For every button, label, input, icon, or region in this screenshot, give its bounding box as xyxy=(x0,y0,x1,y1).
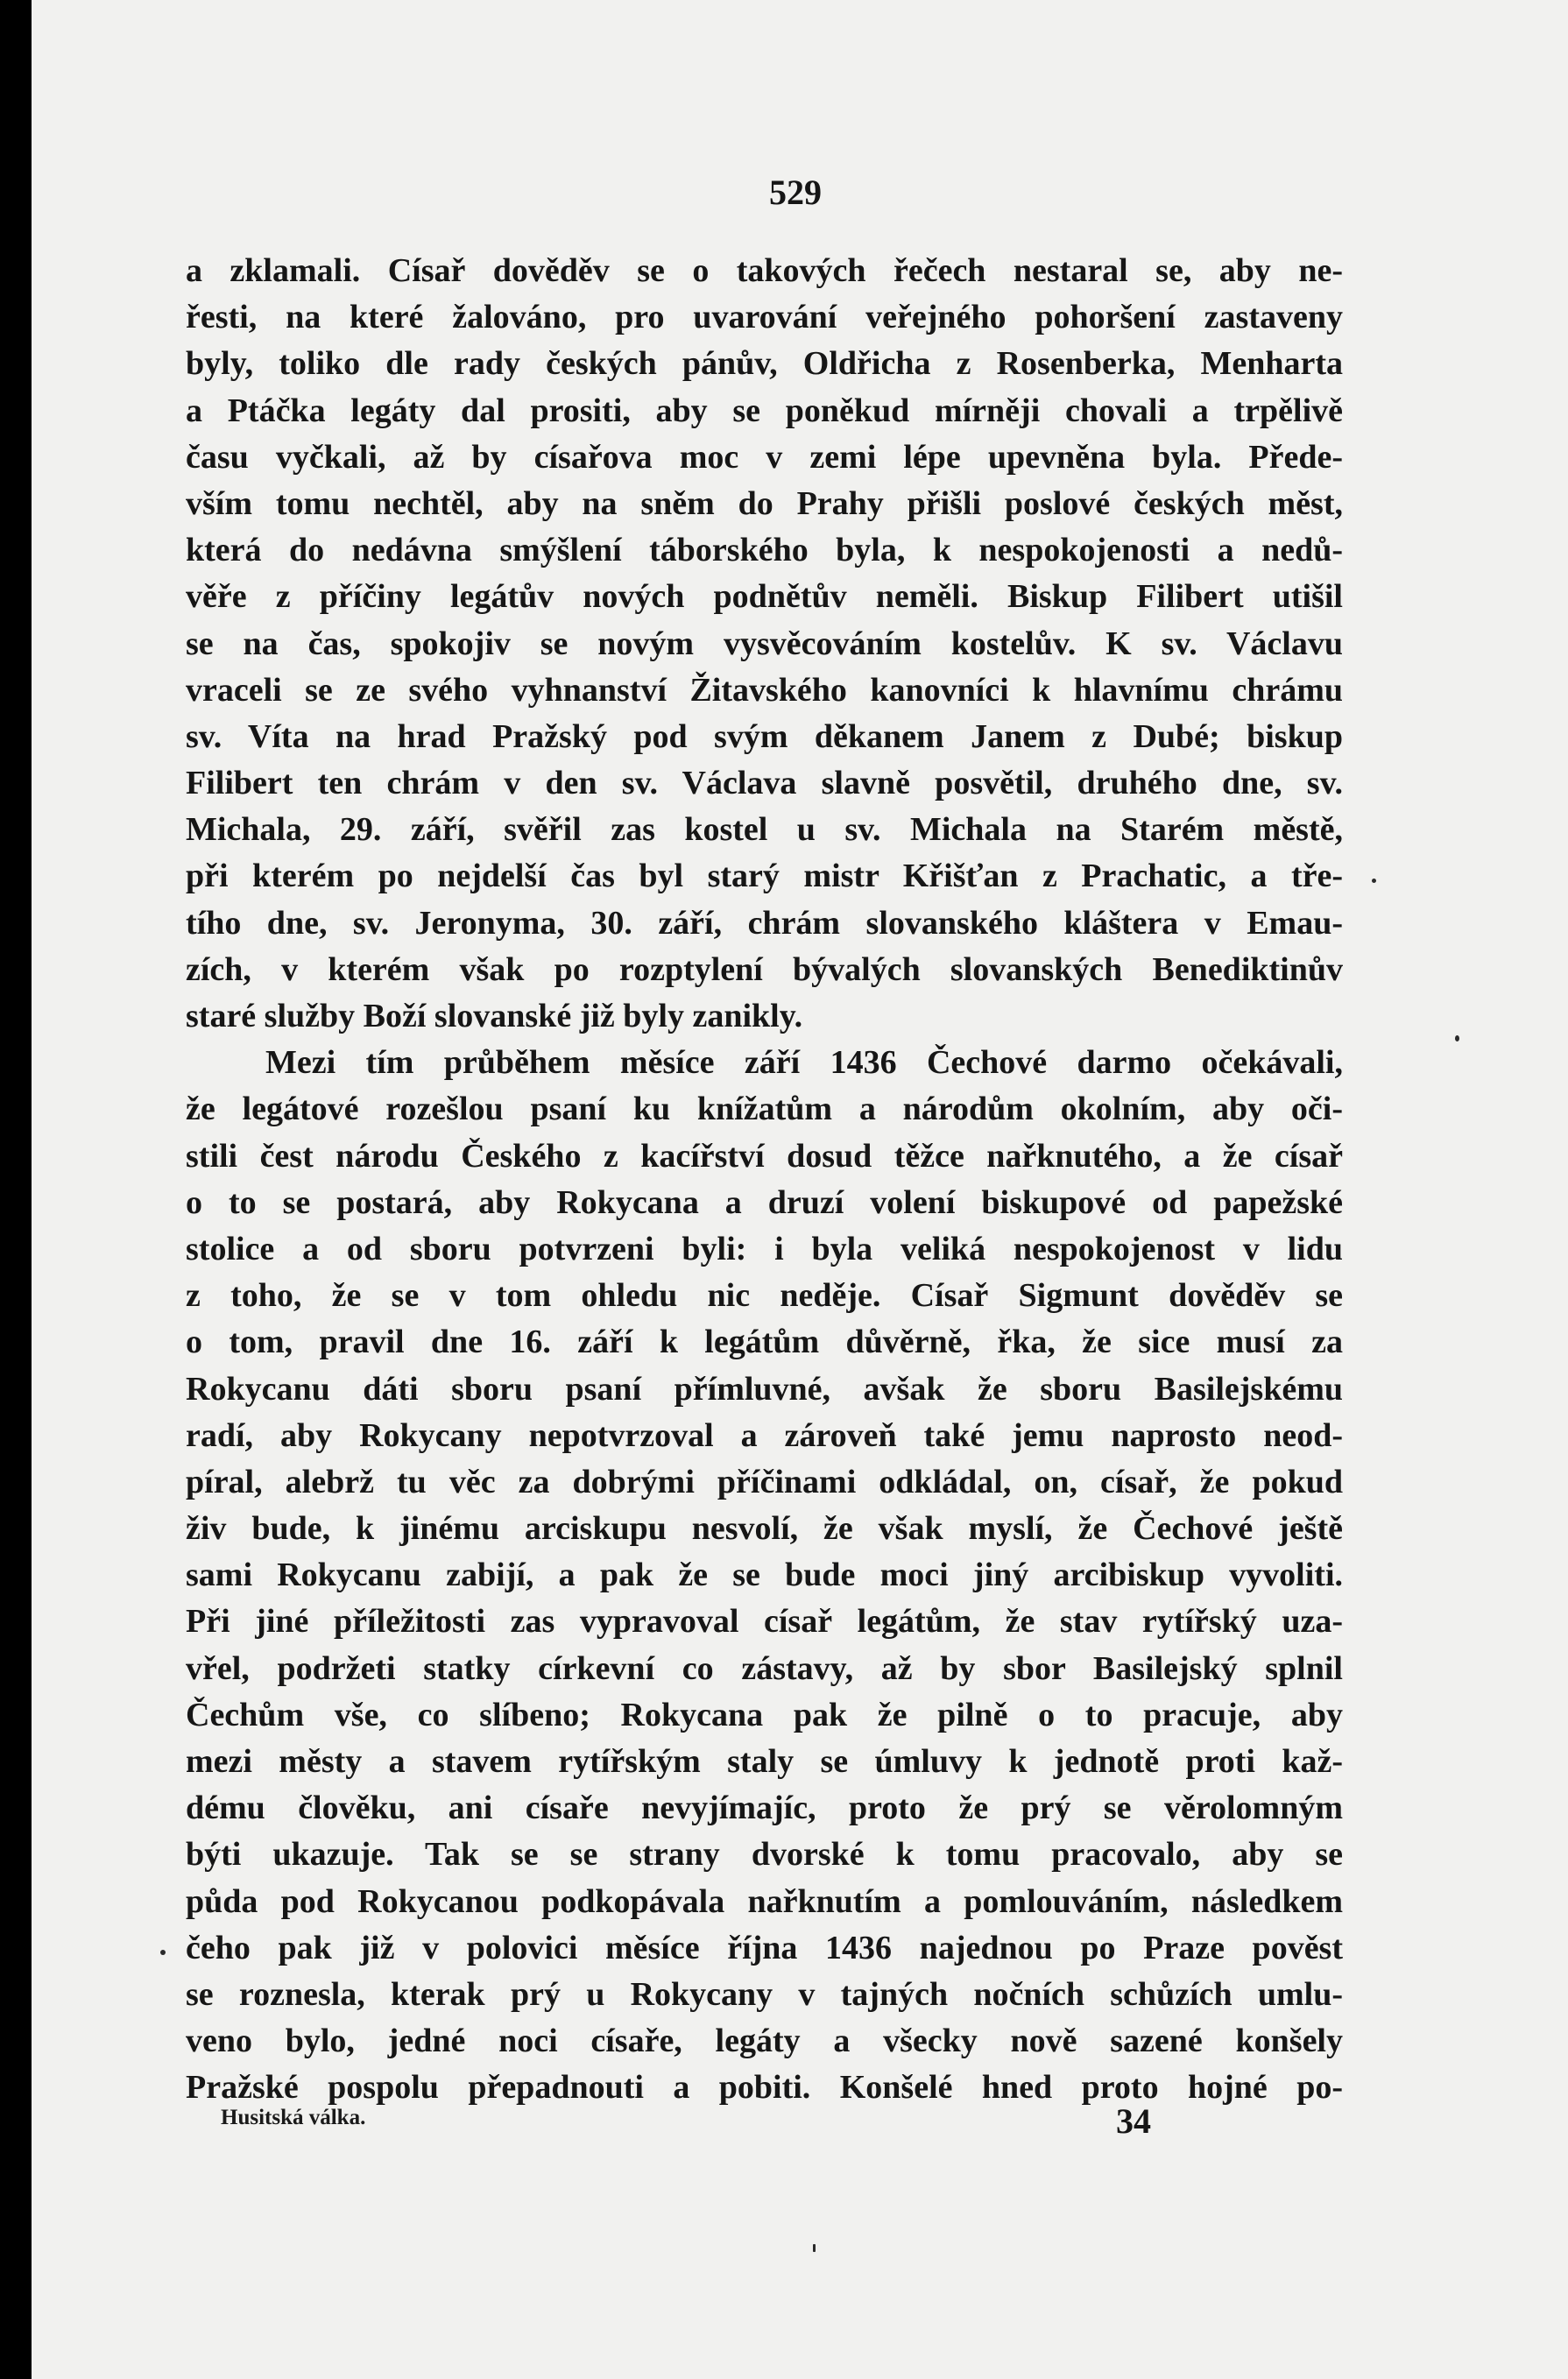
text-line: čeho pak již v polovici měsíce října 1436 najednou po Praze pověst xyxy=(186,1929,1343,1966)
text-line: půda pod Rokycanou podkopávala nařknutím a pomlouváním, následkem xyxy=(186,1882,1343,1920)
text-line: stolice a od sboru potvrzeni byli: i byla veliká nespokojenost v lidu xyxy=(186,1230,1343,1267)
signature-mark: 34 xyxy=(1116,2101,1151,2141)
text-line: času vyčkali, až by císařova moc v zemi lépe upevněna byla. Přede- xyxy=(186,438,1343,476)
ink-speck xyxy=(1372,879,1376,883)
text-line: vším tomu nechtěl, aby na sněm do Prahy přišli poslové českých měst, xyxy=(186,484,1343,522)
text-line: a Ptáčka legáty dal prositi, aby se poněkud mírněji chovali a trpělivě xyxy=(186,392,1343,429)
text-line: píral, alebrž tu věc za dobrými příčinami odkládal, on, císař, že pokud xyxy=(186,1463,1343,1500)
text-line: a zklamali. Císař dověděv se o takových řečech nestaral se, aby ne- xyxy=(186,252,1343,289)
text-line: byly, toliko dle rady českých pánův, Oldřicha z Rosenberka, Menharta xyxy=(186,345,1343,383)
text-line: která do nedávna smýšlení táborského byla, k nespokojenosti a nedů- xyxy=(186,532,1343,569)
text-line: sami Rokycanu zabijí, a pak že se bude moci jiný arcibiskup vyvoliti. xyxy=(186,1557,1343,1594)
text-line: zích, v kterém však po rozptylení bývalých slovanských Benediktinův xyxy=(186,950,1343,988)
text-line: se roznesla, kterak prý u Rokycany v tajných nočních schůzích umlu- xyxy=(186,1975,1343,2013)
body-text xyxy=(186,248,1343,2112)
text-line: vřel, podržeti statky církevní co zástavy, až by sbor Basilejský splnil xyxy=(186,1649,1343,1687)
text-line: živ bude, k jinému arciskupu nesvolí, že však myslí, že Čechové ještě xyxy=(186,1510,1343,1548)
text-line: tího dne, sv. Jeronyma, 30. září, chrám slovanského kláštera v Emau- xyxy=(186,904,1343,942)
text-line: stili čest národu Českého z kacířství dosud těžce nařknutého, a že císař xyxy=(186,1137,1343,1175)
ink-speck xyxy=(813,2244,816,2252)
text-line: vraceli se ze svého vyhnanství Žitavského kanovníci k hlavnímu chrámu xyxy=(186,671,1343,709)
text-line: dému člověku, ani císaře nevyjímajíc, proto že prý se věrolomným xyxy=(186,1790,1343,1827)
text-line: mezi městy a stavem rytířským staly se úmluvy k jednotě proti kaž- xyxy=(186,1743,1343,1780)
ink-speck xyxy=(160,1950,166,1955)
ink-speck xyxy=(1455,1035,1459,1041)
text-line: Michala, 29. září, svěřil zas kostel u sv. Michala na Starém městě, xyxy=(186,811,1343,849)
page-number: 529 xyxy=(769,173,822,212)
text-line: že legátové rozešlou psaní ku knížatům a národům okolním, aby oči- xyxy=(186,1091,1343,1128)
text-line: z toho, že se v tom ohledu nic neděje. Císař Sigmunt dověděv se xyxy=(186,1277,1343,1315)
text-line: radí, aby Rokycany nepotvrzoval a zároveň také jemu naprosto neod- xyxy=(186,1416,1343,1454)
paragraph-start-line: Mezi tím průběhem měsíce září 1436 Čechové darmo očekávali, xyxy=(265,1044,1343,1082)
paragraph-end-line: staré služby Boží slovanské již byly zanikly. xyxy=(186,998,803,1034)
text-line: Filibert ten chrám v den sv. Václava slavně posvětil, druhého dne, sv. xyxy=(186,765,1343,802)
text-line: Rokycanu dáti sboru psaní přímluvné, avšak že sboru Basilejskému xyxy=(186,1370,1343,1408)
book-title-footer: Husitská válka. xyxy=(221,2106,366,2129)
text-line: věře z příčiny legátův nových podnětův neměli. Biskup Filibert utišil xyxy=(186,578,1343,616)
book-page xyxy=(32,0,1568,2379)
text-line: sv. Víta na hrad Pražský pod svým děkanem Janem z Dubé; biskup xyxy=(186,717,1343,755)
text-line: řesti, na které žalováno, pro uvarování veřejného pohoršení zastaveny xyxy=(186,299,1343,336)
text-line: při kterém po nejdelší čas byl starý mistr Křišťan z Prachatic, a tře- xyxy=(186,858,1343,895)
text-line: Při jiné příležitosti zas vypravoval císař legátům, že stav rytířský uza- xyxy=(186,1603,1343,1641)
text-line: o tom, pravil dne 16. září k legátům důvěrně, řka, že sice musí za xyxy=(186,1324,1343,1361)
text-line: býti ukazuje. Tak se se strany dvorské k tomu pracovalo, aby se xyxy=(186,1836,1343,1874)
text-line: o to se postará, aby Rokycana a druzí volení biskupové od papežské xyxy=(186,1183,1343,1221)
text-line: veno bylo, jedné noci císaře, legáty a všecky nově sazené konšely xyxy=(186,2023,1343,2060)
text-line: Čechům vše, co slíbeno; Rokycana pak že pilně o to pracuje, aby xyxy=(186,1696,1343,1733)
text-line: se na čas, spokojiv se novým vysvěcováním kostelův. K sv. Václavu xyxy=(186,625,1343,662)
text-line: Pražské pospolu přepadnouti a pobiti. Konšelé hned proto hojné po- xyxy=(186,2069,1343,2107)
